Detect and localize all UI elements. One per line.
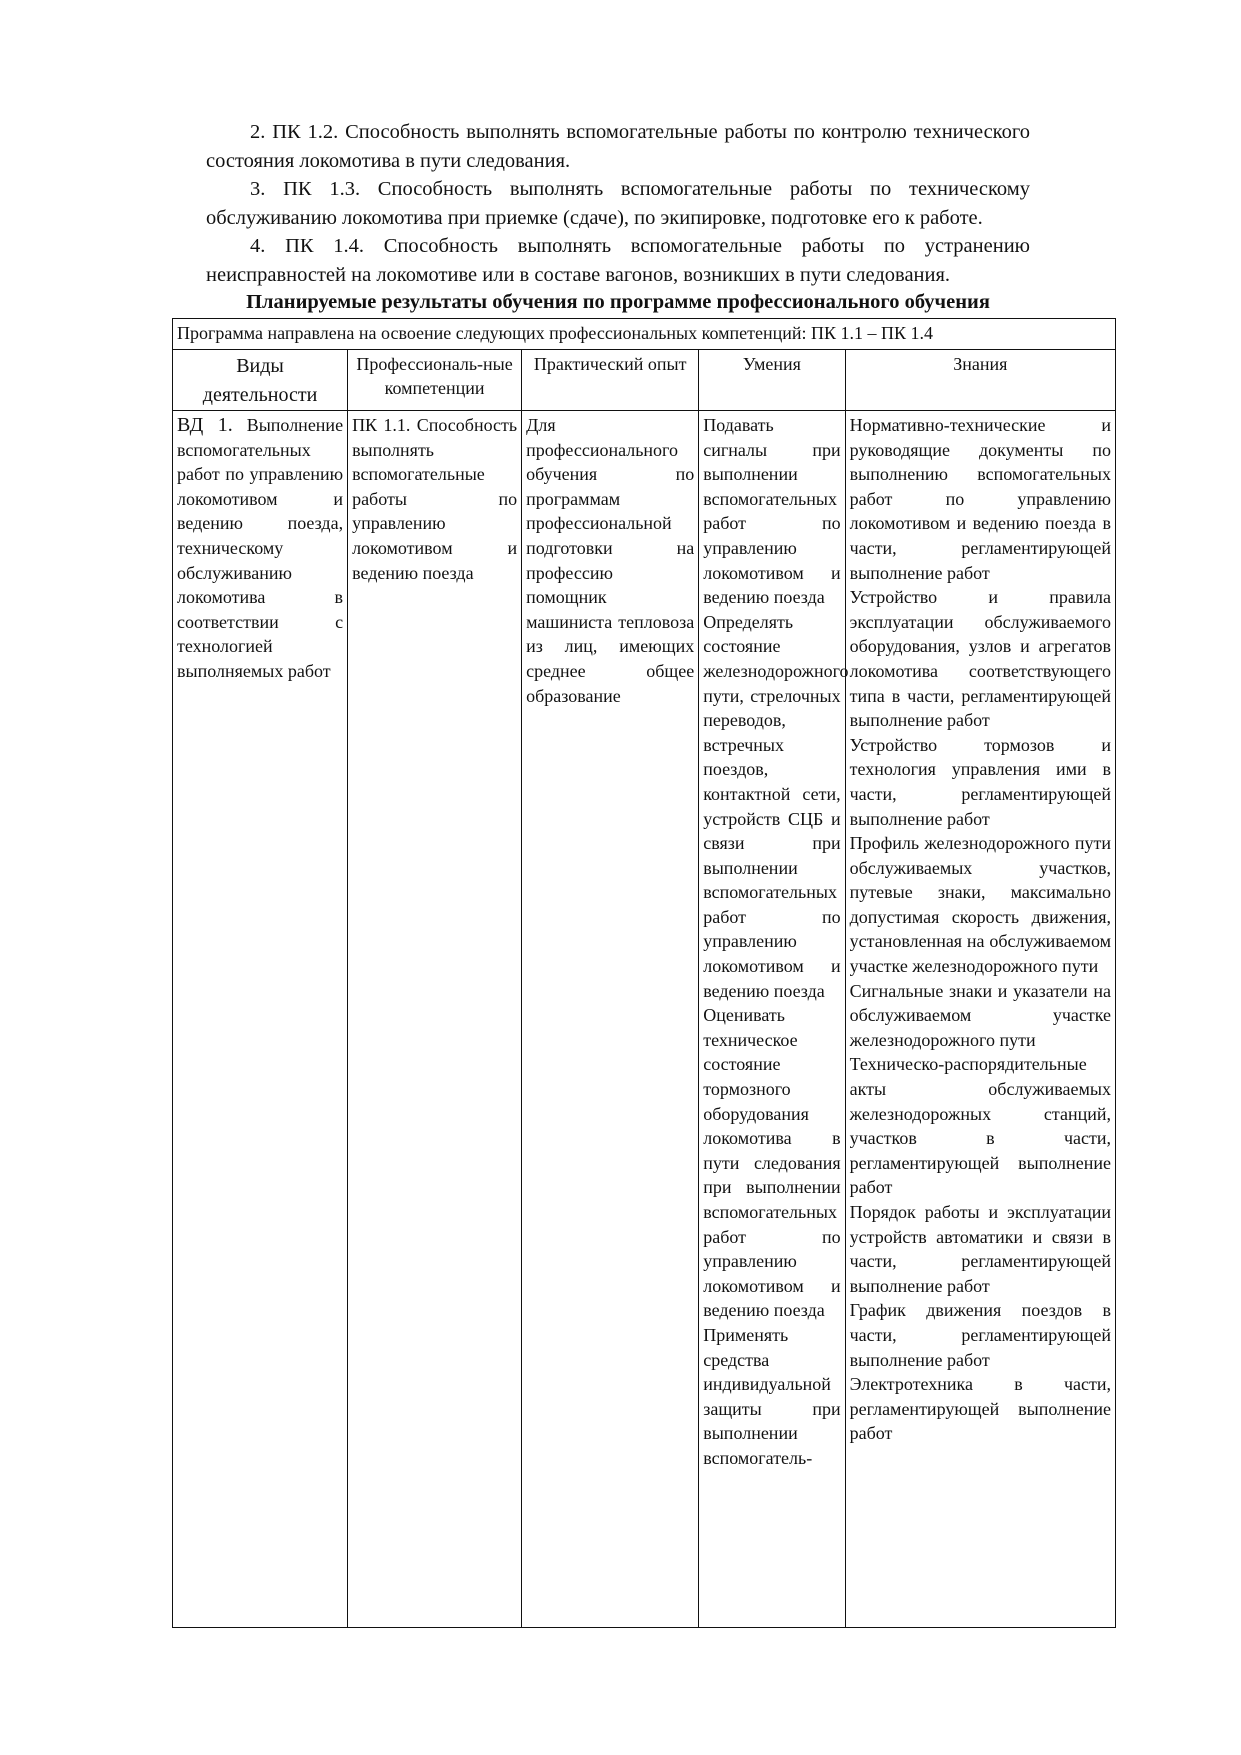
paragraph-pk-1-3 <box>206 175 1030 232</box>
cell-activity <box>173 411 348 1628</box>
knowledge-item: Устройство тормозов и технология управления ими в части, регламентирующей выполнение работ <box>849 734 1111 829</box>
skill-item: Определять состояние железнодорожного пути, стрелочных переводов, встречных поездов, контактной сети, устройств СЦБ и связи при выполнении вспомогательных работ по управлению локомотивом и ведению поезда <box>703 611 849 1001</box>
knowledge-item: Техническо-распорядительные акты обслуживаемых железнодорожных станций, участков в части, регламентирующей выполнение работ <box>849 1054 1111 1198</box>
table-row <box>173 411 1116 1628</box>
knowledge-item: Нормативно-технические и руководящие документы по выполнению вспомогательных работ по управлению локомотивом и ведению поезда в части, регламентирующей выполнение работ <box>849 415 1111 583</box>
competencies-note: Программа направлена на освоение следующих профессиональных компетенций: ПК 1.1 – ПК 1.4 <box>173 319 1116 350</box>
activity-text: Выполнение вспомогательных работ по управлению локомотивом и ведению поезда, техническому обслуживанию локомотива в соответствии с технологией выполняемых работ <box>177 415 344 681</box>
skill-item: Оценивать техническое состояние тормозного оборудования локомотива в пути следования при выполнении вспомогательных работ по управлению локомотивом и ведению поезда <box>703 1005 841 1321</box>
results-table <box>172 318 1116 1628</box>
header-experience: Практический опыт <box>522 350 699 411</box>
skill-item: Подавать сигналы при выполнении вспомогательных работ по управлению локомотивом и ведению поезда <box>703 415 841 608</box>
knowledge-item: Электротехника в части, регламентирующей выполнение работ <box>849 1374 1111 1444</box>
section-title: Планируемые результаты обучения по программе профессионального обучения <box>246 291 990 313</box>
knowledge-item: Сигнальные знаки и указатели на обслуживаемом участке железнодорожного пути <box>849 980 1111 1050</box>
table-header-row <box>173 350 1116 411</box>
header-activity: Виды деятельности <box>173 350 348 411</box>
knowledge-item: Порядок работы и эксплуатации устройств автоматики и связи в части, регламентирующей выполнение работ <box>849 1202 1111 1296</box>
cell-skills <box>699 411 849 1628</box>
paragraph-pk-1-4 <box>206 232 1030 289</box>
knowledge-item: График движения поездов в части, регламентирующей выполнение работ <box>849 1300 1111 1370</box>
knowledge-item: Профиль железнодорожного пути обслуживаемых участков, путевые знаки, максимально допустимая скорость движения, установленная на обслуживаемом участке железнодорожного пути <box>849 833 1111 977</box>
table-span-row <box>173 319 1116 350</box>
header-competencies: Профессиональ-ные компетенции <box>348 350 522 411</box>
cell-experience: Для профессионального обучения по программам профессиональной подготовки на профессию помощник машиниста тепловоза из лиц, имеющих среднее общее образование <box>522 411 699 1628</box>
activity-code: ВД 1. <box>177 414 233 436</box>
paragraph-pk-1-2 <box>206 118 1030 175</box>
knowledge-item: Устройство и правила эксплуатации обслуживаемого оборудования, узлов и агрегатов локомотива соответствующего типа в части, регламентирующей выполнение работ <box>849 587 1111 731</box>
cell-knowledge <box>845 411 1115 1628</box>
skill-item: Применять средства индивидуальной защиты при выполнении вспомогатель- <box>703 1324 841 1468</box>
header-knowledge: Знания <box>845 350 1115 411</box>
header-skills: Умения <box>699 350 845 411</box>
paragraph-text: 4. ПК 1.4. Способность выполнять вспомогательные работы по устранению неисправностей на локомотиве или в составе вагонов, возникших в пути следования. <box>206 235 1030 286</box>
cell-competency: ПК 1.1. Способность выполнять вспомогательные работы по управлению локомотивом и ведению поезда <box>348 411 522 1628</box>
paragraph-text: 3. ПК 1.3. Способность выполнять вспомогательные работы по техническому обслуживанию локомотива при приемке (сдаче), по экипировке, подготовке его к работе. <box>206 178 1030 229</box>
paragraph-text: 2. ПК 1.2. Способность выполнять вспомогательные работы по контролю технического состояния локомотива в пути следования. <box>206 121 1030 172</box>
